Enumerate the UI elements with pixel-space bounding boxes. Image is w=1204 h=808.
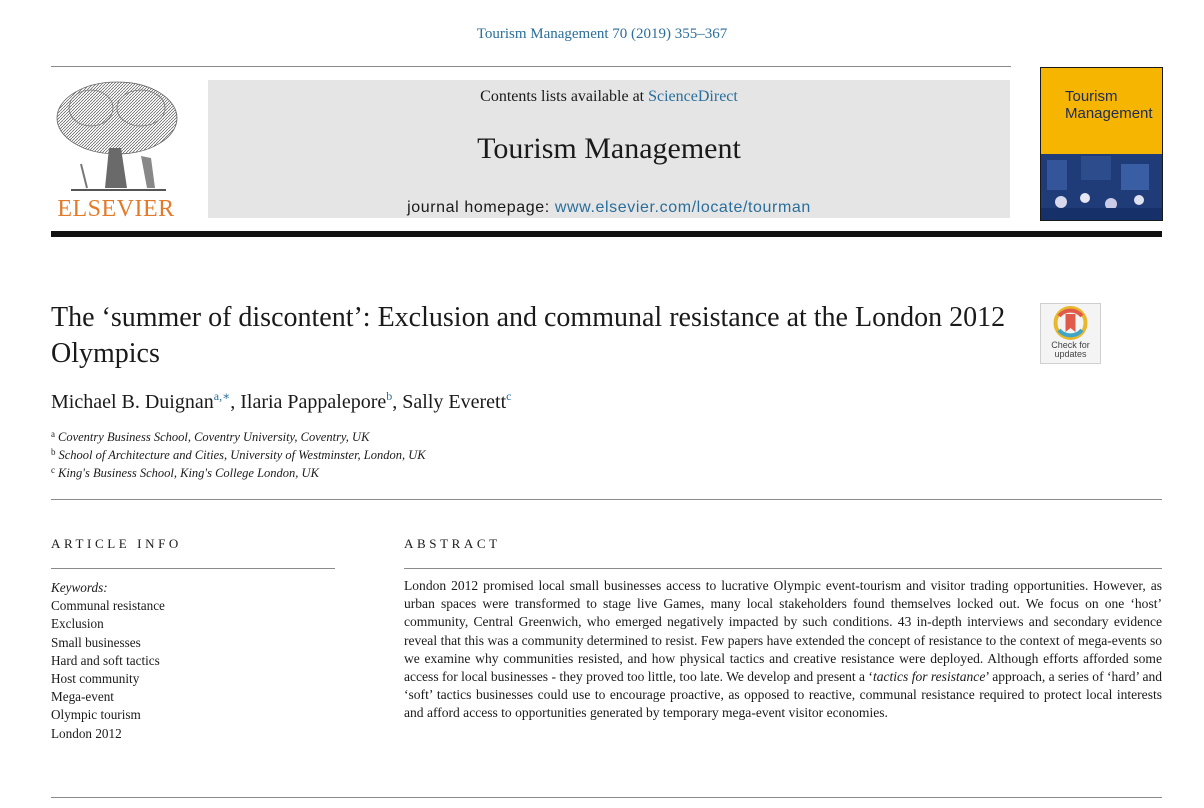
keyword-item: London 2012 [51, 725, 122, 741]
abstract-heading: ABSTRACT [404, 536, 501, 551]
article-info-rule [51, 568, 335, 569]
keyword-item: Small businesses [51, 634, 141, 650]
affiliation-line: $^c$ King's Business School, King's College London, UK [51, 465, 319, 480]
section-divider [51, 499, 1162, 500]
journal-citation[interactable]: Tourism Management 70 (2019) 355–367 [476, 26, 728, 42]
keyword-item: Host community [51, 671, 140, 687]
author-name[interactable]: Michael B. Duignan [51, 391, 214, 413]
journal-masthead [208, 80, 1010, 218]
affiliation-line: $^b$ School of Architecture and Cities, University of Westminster, London, UK [51, 447, 426, 462]
cover-photo-image [1041, 146, 1162, 220]
keyword-item: Communal resistance [51, 598, 165, 614]
author-list: Michael B. Duignan$^{a,∗}$, Ilaria Pappalepore$^b$, Sally Everett$^c$ [51, 389, 512, 413]
bottom-rule [51, 797, 1162, 798]
keyword-item: Olympic tourism [51, 707, 141, 723]
crossmark-icon [1041, 304, 1100, 344]
author-affiliation-mark[interactable]: c [506, 389, 512, 403]
journal-name: Tourism Management [477, 132, 741, 165]
affiliation-line: $^a$ Coventry Business School, Coventry University, Coventry, UK [51, 429, 370, 444]
author-affiliation-mark[interactable]: b [386, 389, 393, 403]
keywords-block [51, 579, 341, 743]
journal-homepage-link[interactable]: www.elsevier.com/locate/tourman [554, 199, 811, 216]
header-thick-rule [51, 231, 1162, 237]
keyword-item: Exclusion [51, 616, 104, 632]
elsevier-wordmark: ELSEVIER [57, 196, 175, 222]
check-for-updates-button[interactable] [1040, 303, 1101, 364]
article-info-heading: ARTICLE INFO [51, 536, 182, 551]
sciencedirect-link[interactable]: ScienceDirect [648, 88, 738, 105]
journal-cover-thumbnail[interactable] [1040, 67, 1163, 221]
abstract-text: London 2012 promised local small businesses access to lucrative Olympic event-tourism and visitor trading opportunities. However, as urban spaces were transformed to stage live Games, many local stakeholders found themselves locked out. We focus on one ‘host’ community, Central Greenwich, who emerged negatively impacted by such conditions. 43 in-depth interviews and secondary evidence reveal that this was a community determined to resist. Few papers have extended the concept of resistance to the context of mega-events so we examine why communities resisted, and how physical tactics and creative resistance were deployed. Although efforts afforded some access for local businesses - they proved too little, too late. We develop and present a ‘tactics for resistance’ approach, a series of ‘hard’ and ‘soft’ tactics businesses could use to encourage proactive, as opposed to reactive, communal resistance required to protect local interests and afford access to opportunities generated by temporary mega-event visitor economies. [404, 578, 1163, 721]
keyword-item: Mega-event [51, 689, 114, 705]
journal-homepage-line: journal homepage: www.elsevier.com/locate/tourman [407, 199, 811, 216]
check-for-updates-label: Check for updates [1051, 340, 1090, 359]
article-title: The ‘summer of discontent’: Exclusion and communal resistance at the London 2012 Olympics [51, 302, 1006, 369]
keyword-item: Hard and soft tactics [51, 652, 160, 668]
abstract-rule [404, 568, 1162, 569]
author-name[interactable]: Ilaria Pappalepore [240, 391, 387, 413]
header-top-rule [51, 66, 1011, 67]
author-name[interactable]: Sally Everett [402, 391, 507, 413]
author-affiliation-mark[interactable]: a,∗ [213, 389, 231, 403]
cover-title: Tourism Management [1065, 88, 1153, 122]
contents-available-line: Contents lists available at ScienceDirect [480, 88, 738, 105]
keywords-label: Keywords: [51, 580, 108, 595]
